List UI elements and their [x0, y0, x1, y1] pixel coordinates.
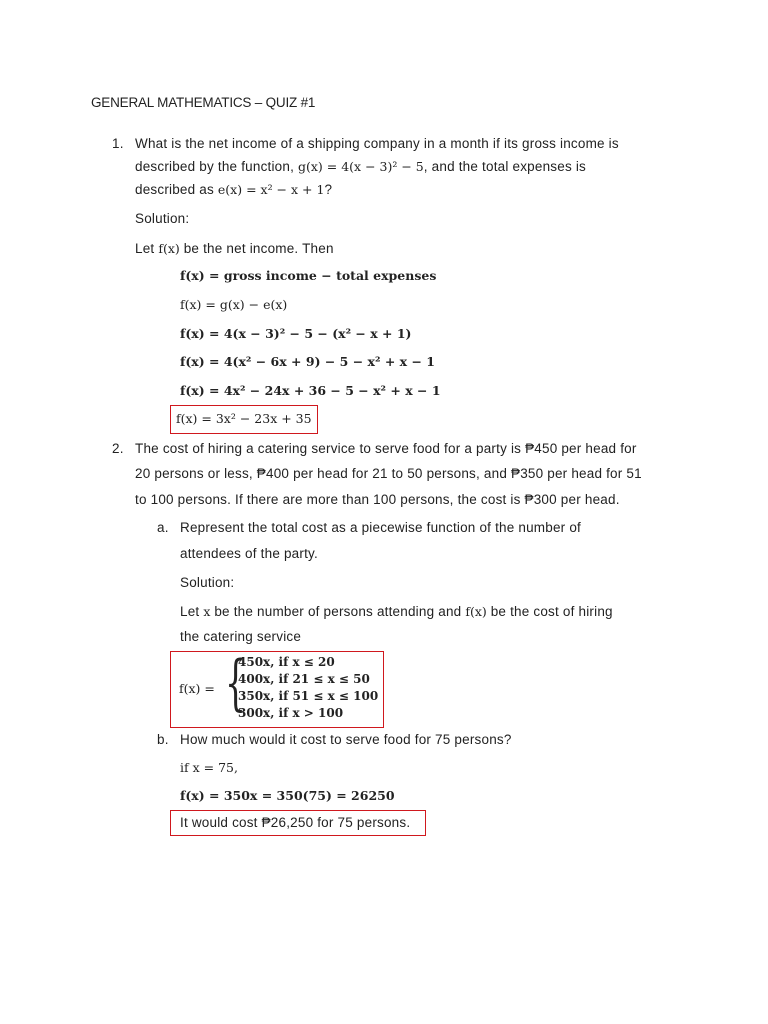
q2-line-1: The cost of hiring a catering service to serve food for a party is ₱450 per head for — [135, 441, 637, 456]
q1-line-2-text: described by the function, — [135, 159, 298, 174]
q2-line-2: 20 persons or less, ₱400 per head for 21 to 50 persons, and ₱350 per head for 51 — [135, 466, 642, 481]
q2a-line-1: Represent the total cost as a piecewise function of the number of — [180, 520, 581, 535]
q1-final-answer: f(x) = 3x² − 23x + 35 — [176, 411, 312, 426]
piecewise-case-2: 400x, if 21 ≤ x ≤ 50 — [238, 672, 370, 686]
q2b-question: How much would it cost to serve food for 75 persons? — [180, 732, 512, 747]
q2a-let-mid: be the number of persons attending and — [210, 604, 466, 619]
piecewise-brace: { — [225, 648, 247, 718]
q1-line-2-tail: , and the total expenses is — [423, 159, 587, 174]
q2b-label: b. — [157, 732, 169, 747]
q1-line-2 — [135, 158, 586, 176]
q2-number: 2. — [112, 441, 124, 456]
q1-line-3-text: described as — [135, 182, 218, 197]
quiz-title: GENERAL MATHEMATICS – QUIZ #1 — [91, 95, 316, 110]
q2a-let-math-x: x — [203, 604, 211, 619]
q1-let-post: be the net income. Then — [179, 241, 334, 256]
q1-line-3 — [135, 181, 332, 199]
piecewise-case-4: 300x, if x > 100 — [238, 706, 344, 720]
q2b-calculation: f(x) = 350x = 350(75) = 26250 — [180, 788, 395, 803]
q2a-let-pre: Let — [180, 604, 204, 619]
q1-solution-label: Solution: — [135, 211, 190, 226]
q2a-line-last: the catering service — [180, 629, 302, 644]
q2a-let-line — [180, 603, 613, 621]
q1-let-line — [135, 240, 334, 258]
q2a-let-post: be the cost of hiring — [486, 604, 613, 619]
q2b-if-line: if x = 75, — [180, 760, 238, 775]
q1-step-2: f(x) = g(x) − e(x) — [180, 297, 288, 312]
piecewise-fx-label: f(x) = — [179, 681, 215, 696]
q1-gross-income-function: g(x) = 4(x − 3)² − 5 — [298, 159, 424, 174]
q2a-line-2: attendees of the party. — [180, 546, 318, 561]
q2-line-3: to 100 persons. If there are more than 100 persons, the cost is ₱300 per head. — [135, 492, 620, 507]
piecewise-case-3: 350x, if 51 ≤ x ≤ 100 — [238, 689, 379, 703]
q1-line-3-tail: ? — [324, 182, 333, 197]
q1-step-4: f(x) = 4(x² − 6x + 9) − 5 − x² + x − 1 — [180, 354, 435, 369]
q2a-label: a. — [157, 520, 169, 535]
q1-line-1: What is the net income of a shipping company in a month if its gross income is — [135, 136, 619, 151]
q2a-let-math-fx: f(x) — [465, 604, 487, 619]
q1-let-pre: Let — [135, 241, 159, 256]
q1-step-1: f(x) = gross income − total expenses — [180, 268, 437, 283]
q2b-answer: It would cost ₱26,250 for 75 persons. — [180, 815, 411, 830]
q1-expenses-function: e(x) = x² − x + 1 — [217, 182, 325, 197]
piecewise-case-1: 450x, if x ≤ 20 — [238, 655, 335, 669]
q1-number: 1. — [112, 136, 124, 151]
q1-step-3: f(x) = 4(x − 3)² − 5 − (x² − x + 1) — [180, 326, 412, 341]
q2a-solution-label: Solution: — [180, 575, 235, 590]
q1-let-math: f(x) — [158, 241, 180, 256]
q1-step-5: f(x) = 4x² − 24x + 36 − 5 − x² + x − 1 — [180, 383, 441, 398]
